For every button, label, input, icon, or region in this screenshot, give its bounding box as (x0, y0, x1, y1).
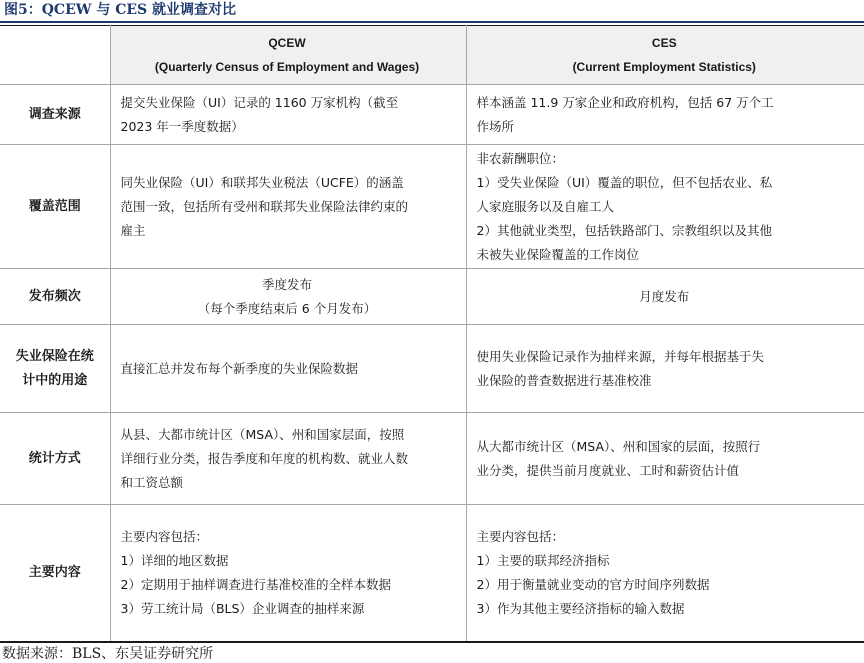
text-line: 业保险的普查数据进行基准校准 (476, 372, 652, 388)
row-label (0, 505, 110, 642)
text-line: （每个季度结束后 6 个月发布） (197, 300, 377, 316)
ces-cell (466, 413, 864, 505)
text-line: 季度发布 (261, 276, 312, 292)
ces-cell (466, 505, 864, 642)
text-line: 2）其他就业类型，包括铁路部门、宗教组织以及其他 (476, 222, 772, 238)
title-rule (0, 21, 864, 23)
text-line: 范围一致，包括所有受州和联邦失业保险法律约束的 (120, 198, 409, 214)
header-corner-cell (0, 26, 110, 85)
text-line: 作场所 (476, 118, 515, 134)
text-line: 和工资总额 (120, 474, 184, 490)
header-qcew (110, 26, 466, 85)
text-line: 详细行业分类，报告季度和年度的机构数、就业人数 (120, 450, 409, 466)
text-line: 主要内容 (28, 564, 81, 580)
text-line: 未被失业保险覆盖的工作岗位 (476, 246, 640, 262)
text-line: 从县、大都市统计区（MSA）、州和国家层面，按照 (120, 426, 405, 442)
ces-cell (466, 145, 864, 269)
row-label (0, 85, 110, 145)
text-line: 2）用于衡量就业变动的官方时间序列数据 (476, 576, 710, 592)
text-line: 业分类，提供当前月度就业、工时和薪资估计值 (476, 462, 740, 478)
text-line: 调查来源 (28, 106, 81, 122)
row-label (0, 413, 110, 505)
text-line: 使用失业保险记录作为抽样来源，并每年根据基于失 (476, 348, 765, 364)
qcew-cell (110, 413, 466, 505)
text-line: 月度发布 (639, 288, 690, 304)
header-row (0, 26, 864, 85)
text-line: 提交失业保险（UI）记录的 1160 万家机构（截至 (120, 94, 399, 110)
qcew-cell (110, 85, 466, 145)
row-ui-usage (0, 325, 864, 413)
ces-cell (466, 85, 864, 145)
text-line: 发布频次 (28, 288, 81, 304)
text-line: 1）主要的联邦经济指标 (476, 552, 610, 568)
text-line: 1）受失业保险（UI）覆盖的职位，但不包括农业、私 (476, 174, 773, 190)
figure-title: 图5：QCEW 与 CES 就业调查对比 (4, 2, 237, 18)
text-line: 从大都市统计区（MSA）、州和国家的层面，按照行 (476, 438, 761, 454)
row-main-content (0, 505, 864, 642)
header-qcew-fullname: (Quarterly Census of Employment and Wages) (154, 60, 420, 74)
text-line: 覆盖范围 (28, 198, 81, 214)
comparison-table (0, 25, 864, 643)
text-line: 人家庭服务以及自雇工人 (476, 198, 615, 214)
text-line: 同失业保险（UI）和联邦失业税法（UCFE）的涵盖 (120, 174, 404, 190)
row-label (0, 145, 110, 269)
text-line: 主要内容包括： (120, 528, 209, 544)
row-release-frequency (0, 269, 864, 325)
text-line: 样本涵盖 11.9 万家企业和政府机构，包括 67 万个工 (476, 94, 774, 110)
text-line: 计中的用途 (22, 372, 88, 388)
qcew-cell (110, 269, 466, 325)
text-line: 非农薪酬职位： (476, 150, 565, 166)
text-line: 2）定期用于抽样调查进行基准校准的全样本数据 (120, 576, 391, 592)
row-label (0, 325, 110, 413)
text-line: 统计方式 (28, 450, 81, 466)
text-line: 失业保险在统 (15, 348, 94, 364)
header-qcew-name: QCEW (268, 36, 306, 50)
text-line: 主要内容包括： (476, 528, 565, 544)
text-line: 3）劳工统计局（BLS）企业调查的抽样来源 (120, 600, 365, 616)
row-label (0, 269, 110, 325)
header-ces-name: CES (651, 36, 677, 50)
text-line: 2023 年一季度数据） (120, 118, 244, 134)
source-note: 数据来源：BLS、东吴证券研究所 (2, 646, 214, 662)
ces-cell (466, 325, 864, 413)
text-line: 直接汇总并发布每个新季度的失业保险数据 (120, 360, 359, 376)
row-survey-source (0, 85, 864, 145)
qcew-cell (110, 325, 466, 413)
text-line: 1）详细的地区数据 (120, 552, 229, 568)
qcew-cell (110, 505, 466, 642)
header-ces (466, 26, 864, 85)
ces-cell (466, 269, 864, 325)
text-line: 雇主 (120, 222, 146, 238)
text-line: 3）作为其他主要经济指标的输入数据 (476, 600, 685, 616)
row-statistical-method (0, 413, 864, 505)
header-ces-fullname: (Current Employment Statistics) (572, 60, 756, 74)
qcew-cell (110, 145, 466, 269)
row-coverage (0, 145, 864, 269)
